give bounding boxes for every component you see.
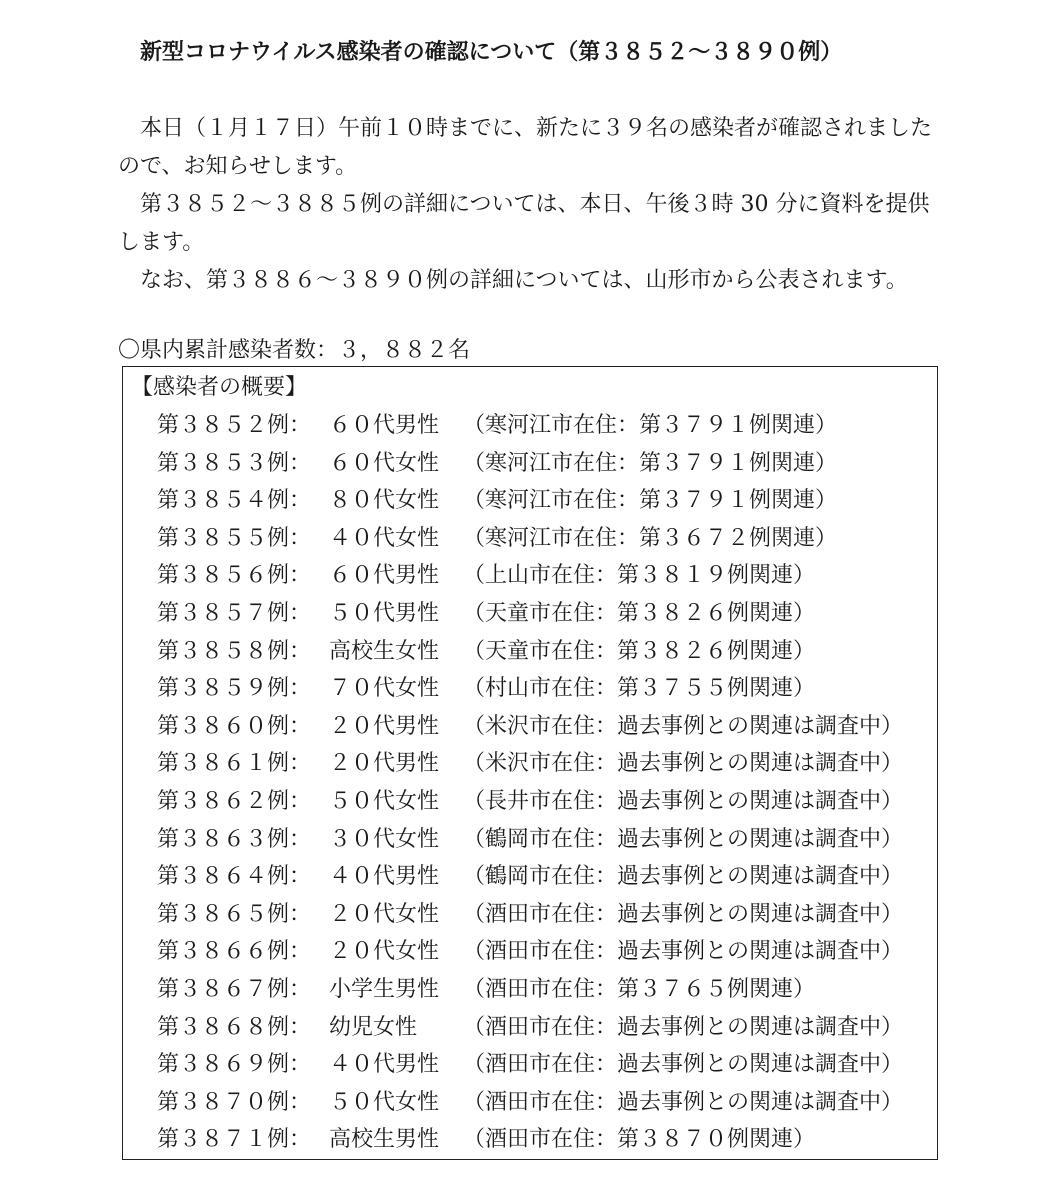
case-id: 第３８６３例：: [157, 826, 312, 852]
paragraph-details: 第３８５２～３８８５例の詳細については、本日、午後３時 30 分に資料を提供します。: [118, 192, 930, 255]
case-attributes: ３０代女性: [329, 826, 440, 852]
case-attributes: 幼児女性: [329, 1014, 418, 1040]
case-attributes: ７０代女性: [329, 676, 440, 702]
case-detail: （酒田市在住：過去事例との関連は調査中）: [463, 1014, 904, 1040]
case-detail: （米沢市在住：過去事例との関連は調査中）: [463, 751, 904, 777]
case-id: 第３８６５例：: [157, 901, 312, 927]
case-item: [157, 1121, 903, 1159]
case-attributes: ２０代女性: [329, 901, 440, 927]
case-id: 第３８５９例：: [157, 676, 312, 702]
cumulative-count: 〇県内累計感染者数：３，８８２名: [118, 338, 471, 363]
case-id: 第３８５４例：: [157, 488, 312, 514]
case-item: [157, 933, 903, 971]
announcement-body: [118, 110, 938, 300]
case-detail: （鶴岡市在住：過去事例との関連は調査中）: [463, 864, 904, 890]
case-id: 第３８６２例：: [157, 788, 312, 814]
case-item: [157, 745, 903, 783]
case-detail: （寒河江市在住：第３６７２例関連）: [463, 525, 838, 551]
case-attributes: ２０代女性: [329, 939, 440, 965]
case-attributes: 高校生男性: [329, 1127, 440, 1153]
case-detail: （酒田市在住：第３８７０例関連）: [463, 1127, 816, 1153]
case-item: [157, 557, 903, 595]
case-item: [157, 708, 903, 746]
case-attributes: ８０代女性: [329, 488, 440, 514]
case-attributes: ６０代男性: [329, 563, 440, 589]
case-attributes: ５０代女性: [329, 1089, 440, 1115]
paragraph-confirmation: 本日（１月１７日）午前１０時までに、新たに３９名の感染者が確認されましたので、お知らせします。: [118, 116, 933, 179]
case-id: 第３８６１例：: [157, 751, 312, 777]
case-attributes: ６０代女性: [329, 450, 440, 476]
case-attributes: ２０代男性: [329, 713, 440, 739]
case-attributes: 高校生女性: [329, 638, 440, 664]
case-detail: （米沢市在住：過去事例との関連は調査中）: [463, 713, 904, 739]
case-id: 第３８５３例：: [157, 450, 312, 476]
case-detail: （鶴岡市在住：過去事例との関連は調査中）: [463, 826, 904, 852]
case-item: [157, 482, 903, 520]
case-item: [157, 445, 903, 483]
case-item: [157, 783, 903, 821]
case-item: [157, 520, 903, 558]
case-item: [157, 1084, 903, 1122]
case-detail: （寒河江市在住：第３７９１例関連）: [463, 413, 838, 438]
case-id: 第３８７１例：: [157, 1127, 312, 1153]
case-item: [157, 595, 903, 633]
case-detail: （天童市在住：第３８２６例関連）: [463, 600, 816, 626]
case-id: 第３８６０例：: [157, 713, 312, 739]
case-attributes: ５０代男性: [329, 600, 440, 626]
case-id: 第３８５８例：: [157, 638, 312, 664]
case-item: [157, 670, 903, 708]
case-detail: （長井市在住：過去事例との関連は調査中）: [463, 788, 904, 814]
case-attributes: ４０代女性: [329, 525, 440, 551]
case-detail: （上山市在住：第３８１９例関連）: [463, 563, 816, 589]
paragraph-yamagata: なお、第３８８６～３８９０例の詳細については、山形市から公表されます。: [140, 268, 908, 293]
document-title: 新型コロナウイルス感染者の確認について（第３８５２～３８９０例）: [140, 40, 843, 65]
case-summary-box: [122, 366, 938, 1160]
case-detail: （酒田市在住：過去事例との関連は調査中）: [463, 901, 904, 927]
case-detail: （村山市在住：第３７５５例関連）: [463, 676, 816, 702]
case-item: [157, 1046, 903, 1084]
case-detail: （酒田市在住：過去事例との関連は調査中）: [463, 1089, 904, 1115]
case-detail: （寒河江市在住：第３７９１例関連）: [463, 450, 838, 476]
case-id: 第３８７０例：: [157, 1089, 312, 1115]
case-id: 第３８６７例：: [157, 976, 312, 1002]
case-id: 第３８６４例：: [157, 864, 312, 890]
case-detail: （天童市在住：第３８２６例関連）: [463, 638, 816, 664]
case-attributes: ６０代男性: [329, 413, 440, 438]
case-list: [157, 407, 903, 1159]
case-id: 第３８５７例：: [157, 600, 312, 626]
case-id: 第３８５５例：: [157, 525, 312, 551]
case-item: [157, 896, 903, 934]
case-detail: （酒田市在住：第３７６５例関連）: [463, 976, 816, 1002]
case-attributes: ４０代男性: [329, 1052, 440, 1078]
case-attributes: ２０代男性: [329, 751, 440, 777]
case-item: [157, 971, 903, 1009]
case-item: [157, 858, 903, 896]
case-detail: （酒田市在住：過去事例との関連は調査中）: [463, 939, 904, 965]
case-item: [157, 1009, 903, 1047]
case-item: [157, 407, 903, 445]
case-id: 第３８６９例：: [157, 1052, 312, 1078]
case-attributes: ４０代男性: [329, 864, 440, 890]
case-id: 第３８５６例：: [157, 563, 312, 589]
case-id: 第３８６８例：: [157, 1014, 312, 1040]
case-item: [157, 633, 903, 671]
summary-heading: 【感染者の概要】: [131, 375, 308, 400]
case-detail: （寒河江市在住：第３７９１例関連）: [463, 488, 838, 514]
case-detail: （酒田市在住：過去事例との関連は調査中）: [463, 1052, 904, 1078]
case-id: 第３８５２例：: [157, 413, 312, 438]
case-attributes: ５０代女性: [329, 788, 440, 814]
case-attributes: 小学生男性: [329, 976, 440, 1002]
case-item: [157, 821, 903, 859]
case-id: 第３８６６例：: [157, 939, 312, 965]
